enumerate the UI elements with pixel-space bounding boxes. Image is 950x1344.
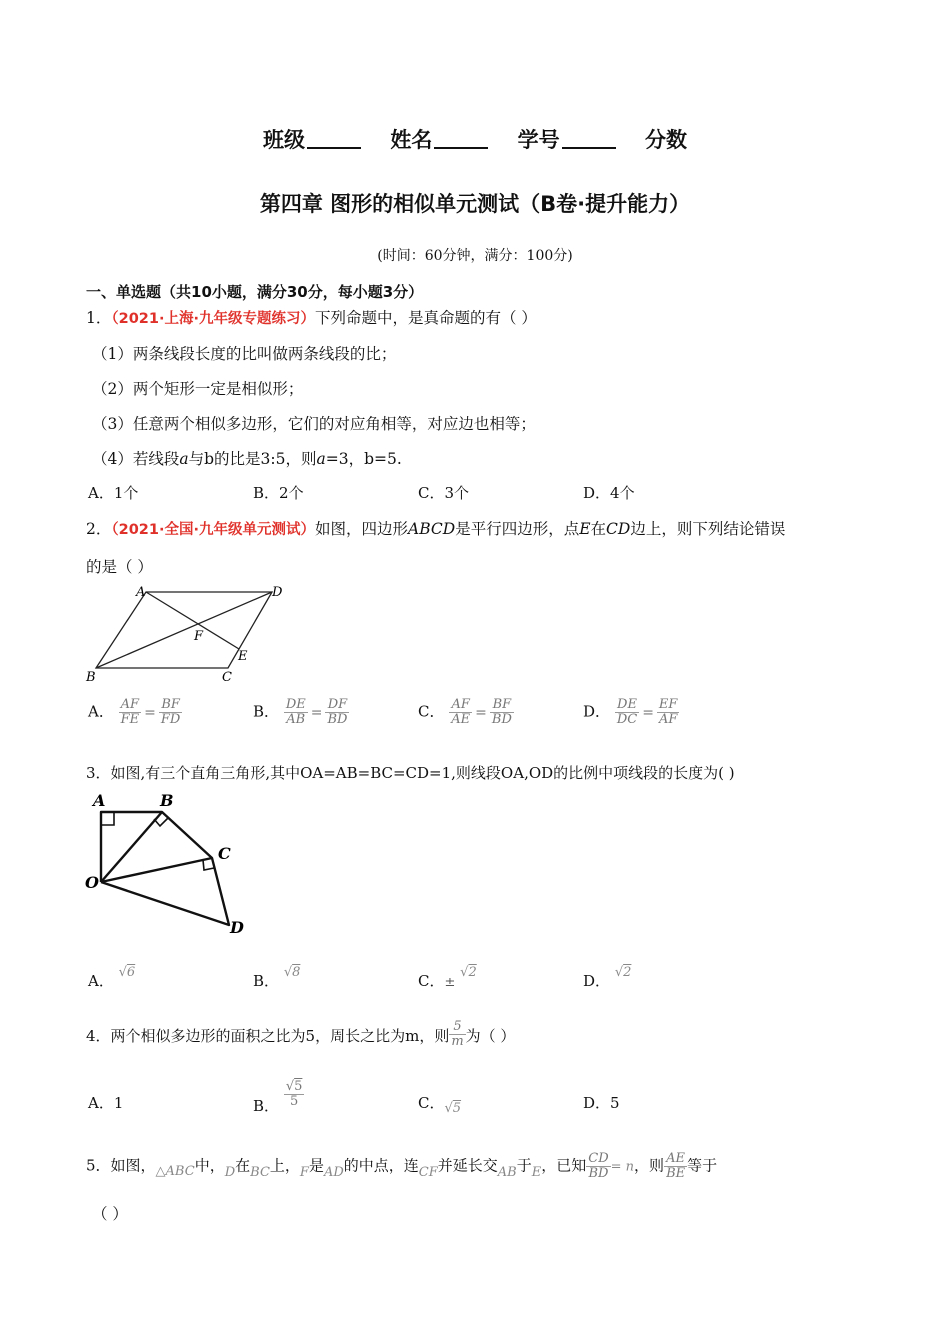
page-subtitle: (时间：60分钟，满分：100分): [377, 248, 573, 264]
frac-den: DC: [616, 712, 638, 727]
q1-item-4-a: a: [179, 450, 189, 468]
q3-option-a-letter: A．: [88, 972, 114, 990]
q4-option-c-letter: C．: [418, 1094, 445, 1112]
q4-option-c-sqrt: √5: [444, 1101, 462, 1116]
radicand: 5: [294, 1079, 303, 1094]
q2-option-c-lfrac: [449, 698, 472, 727]
frac-num: BF: [159, 698, 182, 713]
frac-den: AF: [658, 712, 678, 727]
frac-num: AE: [664, 1152, 687, 1167]
q2-option-c[interactable]: [418, 698, 514, 727]
q3-label-a: A: [93, 791, 106, 810]
q2-e: E: [579, 520, 591, 538]
q2-label-a: A: [136, 585, 146, 600]
q2-option-a-rfrac: [159, 698, 182, 727]
q5-bc: BC: [250, 1164, 270, 1180]
q2-option-c-letter: C．: [418, 702, 445, 721]
header-line: [0, 124, 950, 154]
id-label: 学号: [517, 128, 560, 152]
q2-option-b-rfrac: [325, 698, 349, 727]
name-blank[interactable]: [434, 125, 488, 149]
q4-option-b-letter: B．: [253, 1096, 280, 1115]
frac-num: DE: [615, 698, 639, 713]
q2-source: （2021·全国·九年级单元测试）: [111, 522, 315, 538]
q5-frac-aebe: [664, 1152, 687, 1181]
q3-option-d-sqrt: √2: [614, 965, 632, 980]
q5-e: E: [531, 1164, 542, 1180]
frac-den: AE: [451, 712, 471, 727]
q1-item-4-post: =3，b=5.: [325, 450, 402, 468]
q2-text-pre: 如图，四边形: [315, 520, 409, 538]
q2-abcd: ABCD: [408, 520, 456, 538]
q3-option-b-sqrt: √8: [283, 965, 301, 980]
q3-option-c[interactable]: [418, 965, 477, 991]
q1-number: 1．: [86, 309, 112, 327]
q5-stem: [86, 1152, 717, 1181]
q2-option-a[interactable]: [88, 698, 182, 727]
frac-num: AF: [449, 698, 472, 713]
q5-t2: 在: [235, 1156, 251, 1175]
name-label: 姓名: [390, 128, 433, 152]
q5-stem-line2: （ ）: [92, 1205, 128, 1223]
q5-t4: 是: [308, 1156, 324, 1175]
q3-label-o: O: [85, 873, 99, 892]
q5-eq-n: = n: [610, 1159, 635, 1175]
q3-option-b-letter: B．: [253, 972, 280, 990]
q3-option-b[interactable]: [253, 965, 301, 991]
q3-option-d[interactable]: [583, 965, 632, 991]
q1-item-4: [92, 447, 402, 469]
q5-t5: 的中点，连: [343, 1156, 419, 1175]
q2-option-b-lfrac: [284, 698, 308, 727]
q2-option-a-lfrac: [119, 698, 142, 727]
q2-label-c: C: [222, 670, 232, 685]
frac-num: AF: [119, 698, 142, 713]
q1-stem: [86, 306, 537, 328]
equals-sign: =: [475, 704, 487, 721]
frac-den: FE: [120, 712, 140, 727]
frac-num: 5: [449, 1020, 465, 1035]
radicand: 5: [452, 1101, 462, 1116]
q4-option-b[interactable]: [253, 1079, 304, 1115]
frac-num: DF: [325, 698, 349, 713]
frac-den: 5: [289, 1094, 299, 1109]
q4-option-b-frac: [284, 1080, 305, 1109]
q5-t7: 于: [516, 1156, 532, 1175]
q5-t6: 并延长交: [437, 1156, 498, 1175]
frac-num: CD: [588, 1151, 609, 1166]
q1-option-d[interactable]: D．4个: [583, 484, 635, 502]
q5-tri: △ABC: [155, 1163, 195, 1179]
frac-den: BE: [666, 1166, 686, 1181]
q3-right-angle-a: [101, 812, 114, 825]
q4-stem: [86, 1020, 515, 1049]
q1-option-b[interactable]: B．2个: [253, 484, 304, 502]
class-label: 班级: [263, 128, 306, 152]
q3-label-b: B: [160, 791, 174, 810]
q4-option-a[interactable]: A．1: [88, 1094, 124, 1112]
q1-option-a[interactable]: A．1个: [88, 484, 139, 502]
q3-option-a[interactable]: [88, 965, 136, 991]
q2-label-f: F: [194, 629, 204, 644]
radicand: 8: [292, 965, 301, 980]
q5-ab: AB: [497, 1164, 517, 1180]
q2-figure: [84, 582, 294, 688]
q5-t1: 中，: [194, 1156, 225, 1175]
q4-option-d[interactable]: D．5: [583, 1094, 620, 1112]
q1-text: 下列命题中，是真命题的有（ ）: [315, 309, 537, 327]
q1-item-2: （2）两个矩形一定是相似形；: [92, 380, 304, 398]
q5-ad: AD: [323, 1164, 344, 1180]
q4-fraction: [449, 1020, 465, 1049]
frac-den: m: [451, 1034, 464, 1049]
q2-label-e: E: [238, 649, 248, 664]
q4-text-pre: 4．两个相似多边形的面积之比为5，周长之比为m，则: [86, 1027, 450, 1045]
q1-item-3: （3）任意两个相似多边形，它们的对应角相等，对应边也相等；: [92, 415, 536, 433]
q5-frac-cdbd: [586, 1152, 610, 1181]
q5-t8: ，已知: [541, 1156, 587, 1175]
id-blank[interactable]: [562, 125, 616, 149]
score-label: 分数: [644, 128, 687, 152]
frac-num: EF: [658, 697, 678, 712]
q2-number: 2．: [86, 520, 112, 538]
q3-option-c-sqrt: √2: [460, 965, 477, 980]
q2-stem-line2: 的是（ ）: [86, 558, 153, 576]
q2-label-b: B: [86, 670, 96, 685]
q3-option-a-sqrt: √6: [118, 965, 136, 980]
q2-option-d-lfrac: [615, 698, 639, 727]
q2-option-b-letter: B．: [253, 702, 280, 721]
equals-sign: =: [310, 704, 323, 721]
q5-number: 5．如图，: [86, 1156, 156, 1175]
q5-d: D: [224, 1164, 236, 1180]
q2-option-d-letter: D．: [583, 702, 611, 721]
frac-den: BD: [588, 1166, 609, 1181]
frac-den: BD: [491, 712, 512, 727]
frac-num: BF: [490, 698, 514, 713]
q5-cf: CF: [418, 1164, 438, 1180]
q2-stem: [86, 517, 785, 539]
plus-minus: ±: [444, 975, 456, 990]
q2-option-a-letter: A．: [88, 702, 114, 721]
frac-num: DE: [285, 697, 306, 712]
q3-label-c: C: [218, 844, 231, 863]
frac-den: BD: [327, 712, 348, 727]
q1-item-4-a2: a: [316, 450, 326, 468]
page-title: 第四章 图形的相似单元测试（B卷·提升能力）: [259, 192, 691, 216]
q5-t3: 上，: [269, 1156, 300, 1175]
q5-f: F: [299, 1164, 309, 1180]
equals-sign: =: [144, 704, 156, 721]
q3-figure: [84, 788, 254, 940]
section-heading: 一、单选题（共10小题，满分30分，每小题3分）: [86, 283, 424, 301]
frac-den: AB: [286, 712, 306, 727]
q2-option-d-rfrac: [657, 698, 680, 727]
q1-item-1: （1）两条线段长度的比叫做两条线段的比；: [92, 345, 397, 363]
q3-label-d: D: [230, 918, 244, 937]
q1-source: （2021·上海·九年级专题练习）: [111, 311, 315, 327]
q2-label-d: D: [272, 585, 283, 600]
radicand: 2: [468, 965, 477, 980]
q2-text-post: 边上，则下列结论错误: [630, 520, 786, 538]
q2-option-c-rfrac: [490, 698, 514, 727]
class-blank[interactable]: [307, 125, 361, 149]
q3-stem: 3．如图,有三个直角三角形,其中OA=AB=BC=CD=1,则线段OA,OD的比例中项线段的长度为( ): [86, 764, 735, 782]
radicand: 2: [623, 965, 632, 980]
radicand: 6: [126, 965, 136, 980]
q1-option-c[interactable]: C．3个: [418, 484, 470, 502]
q2-option-b[interactable]: [253, 698, 349, 727]
q3-option-d-letter: D．: [583, 972, 611, 990]
frac-num: √5: [285, 1079, 303, 1094]
q4-text-post: 为（ ）: [465, 1027, 516, 1045]
q1-item-4-pre: （4）若线段: [92, 450, 180, 468]
q5-t10: 等于: [687, 1156, 718, 1175]
equals-sign: =: [642, 704, 654, 721]
frac-den: FD: [160, 712, 181, 727]
q2-option-d[interactable]: [583, 698, 679, 727]
q1-item-4-mid: 与b的比是3:5，则: [188, 450, 317, 468]
q2-text-mid: 是平行四边形，点: [455, 520, 580, 538]
q2-cd: CD: [606, 520, 631, 538]
q4-option-c[interactable]: [418, 1092, 462, 1116]
q3-option-c-letter: C．: [418, 972, 445, 990]
q5-t9: ，则: [634, 1156, 665, 1175]
q2-text-mid2: 在: [590, 520, 607, 538]
